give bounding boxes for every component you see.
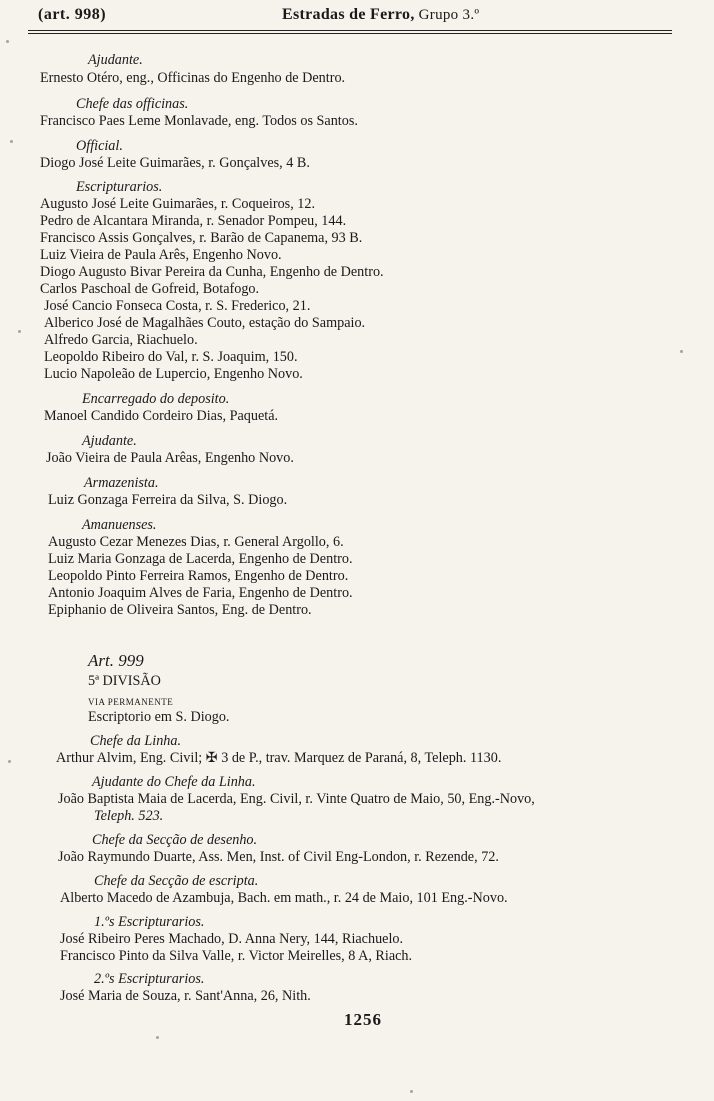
- directory-entry: Augusto Cezar Menezes Dias, r. General Argollo, 6.: [48, 534, 344, 550]
- directory-entry: João Baptista Maia de Lacerda, Eng. Civil, r. Vinte Quatro de Maio, 50, Eng.-Novo,: [58, 791, 535, 807]
- directory-entry: Alberto Macedo de Azambuja, Bach. em math., r. 24 de Maio, 101 Eng.-Novo.: [60, 890, 508, 906]
- section-heading: Armazenista.: [84, 475, 159, 491]
- directory-entry: Antonio Joaquim Alves de Faria, Engenho de Dentro.: [48, 585, 353, 601]
- directory-entry: Escriptorio em S. Diogo.: [88, 709, 230, 725]
- section-heading: Official.: [76, 138, 123, 154]
- section-heading: Ajudante do Chefe da Linha.: [92, 774, 256, 790]
- directory-entry: Leopoldo Ribeiro do Val, r. S. Joaquim, 150.: [44, 349, 298, 365]
- directory-entry: 5ª DIVISÃO: [88, 673, 161, 689]
- article-label: (art. 998): [38, 6, 107, 23]
- running-title-text: Estradas de Ferro,: [282, 6, 415, 23]
- directory-entry: João Vieira de Paula Arêas, Engenho Novo.: [46, 450, 294, 466]
- directory-entry: Manoel Candido Cordeiro Dias, Paquetá.: [44, 408, 279, 424]
- page-header: [28, 6, 678, 30]
- section-heading: Chefe da Secção de desenho.: [92, 832, 258, 848]
- directory-entry: Luiz Maria Gonzaga de Lacerda, Engenho de Dentro.: [48, 551, 353, 567]
- ink-speck: [10, 140, 13, 143]
- section-heading: Amanuenses.: [82, 517, 157, 533]
- directory-entry: Alberico José de Magalhães Couto, estação do Sampaio.: [44, 315, 366, 331]
- running-title: [282, 6, 479, 24]
- directory-entry: Luiz Vieira de Paula Arês, Engenho Novo.: [40, 247, 282, 263]
- page-number: 1256: [344, 1010, 382, 1029]
- article-number: Art. 999: [88, 651, 144, 670]
- section-heading: 1.ºs Escripturarios.: [94, 914, 205, 930]
- ink-speck: [6, 40, 9, 43]
- directory-entry: Francisco Paes Leme Monlavade, eng. Todos os Santos.: [40, 113, 358, 129]
- ink-speck: [8, 760, 11, 763]
- header-rule: [28, 30, 672, 34]
- section-heading: Escripturarios.: [76, 179, 163, 195]
- directory-entry: João Raymundo Duarte, Ass. Men, Inst. of Civil Eng-London, r. Rezende, 72.: [58, 849, 499, 865]
- ink-speck: [18, 330, 21, 333]
- directory-entry: José Cancio Fonseca Costa, r. S. Frederico, 21.: [44, 298, 311, 314]
- directory-entry: Arthur Alvim, Eng. Civil; ✠ 3 de P., trav. Marquez de Paraná, 8, Teleph. 1130.: [56, 750, 502, 766]
- ink-speck: [410, 1090, 413, 1093]
- directory-entry: Lucio Napoleão de Lupercio, Engenho Novo.: [44, 366, 303, 382]
- directory-entry: Leopoldo Pinto Ferreira Ramos, Engenho de Dentro.: [48, 568, 349, 584]
- directory-entry: José Maria de Souza, r. Sant'Anna, 26, Nith.: [60, 988, 311, 1004]
- section-heading: 2.ºs Escripturarios.: [94, 971, 205, 987]
- section-heading: Ajudante.: [88, 52, 143, 68]
- directory-entry: Pedro de Alcantara Miranda, r. Senador Pompeu, 144.: [40, 213, 347, 229]
- directory-entry: Luiz Gonzaga Ferreira da Silva, S. Diogo.: [48, 492, 288, 508]
- directory-entry: Augusto José Leite Guimarães, r. Coqueiros, 12.: [40, 196, 316, 212]
- directory-entry: Francisco Pinto da Silva Valle, r. Victor Meirelles, 8 A, Riach.: [60, 948, 413, 964]
- directory-entry: Epiphanio de Oliveira Santos, Eng. de Dentro.: [48, 602, 312, 618]
- section-heading: Ajudante.: [82, 433, 137, 449]
- section-heading: Teleph. 523.: [94, 808, 164, 824]
- directory-entry: José Ribeiro Peres Machado, D. Anna Nery, 144, Riachuelo.: [60, 931, 404, 947]
- directory-entry: Diogo José Leite Guimarães, r. Gonçalves, 4 B.: [40, 155, 310, 171]
- ink-speck: [156, 1036, 159, 1039]
- section-heading: Chefe das officinas.: [76, 96, 189, 112]
- section-heading: Chefe da Secção de escripta.: [94, 873, 259, 889]
- ink-speck: [680, 350, 683, 353]
- directory-entry: Ernesto Otéro, eng., Officinas do Engenho de Dentro.: [40, 70, 346, 86]
- section-heading: Encarregado do deposito.: [82, 391, 230, 407]
- directory-entry: Francisco Assis Gonçalves, r. Barão de Capanema, 93 B.: [40, 230, 363, 246]
- directory-entry: Alfredo Garcia, Riachuelo.: [44, 332, 198, 348]
- section-heading: Chefe da Linha.: [90, 733, 182, 749]
- running-group: Grupo 3.º: [418, 7, 480, 23]
- directory-entry: Diogo Augusto Bivar Pereira da Cunha, Engenho de Dentro.: [40, 264, 384, 280]
- section-heading: VIA PERMANENTE: [88, 697, 174, 707]
- directory-entry: Carlos Paschoal de Gofreid, Botafogo.: [40, 281, 260, 297]
